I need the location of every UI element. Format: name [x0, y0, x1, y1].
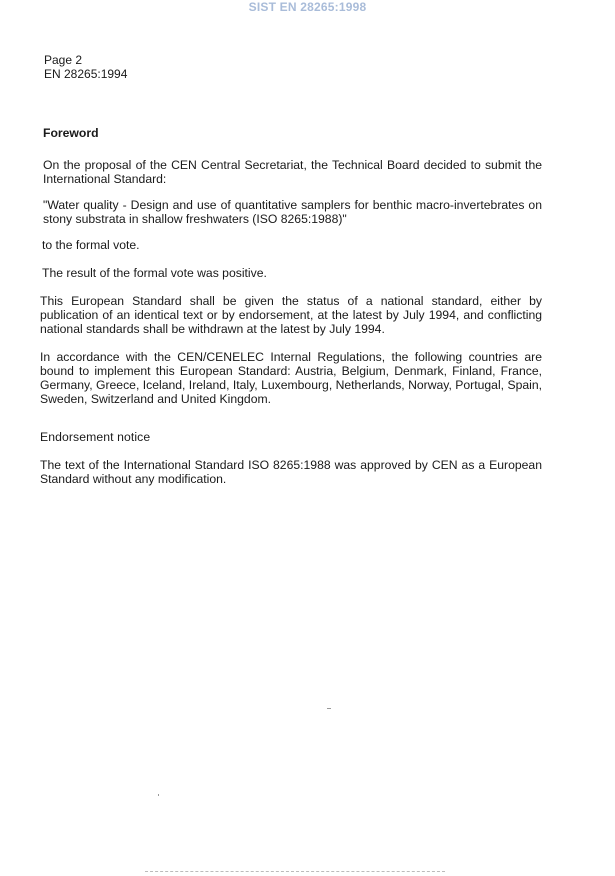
scan-speck: [327, 708, 331, 709]
endorsement-heading-text: Endorsement notice: [40, 430, 151, 444]
foreword-paragraph-proposal: On the proposal of the CEN Central Secretariat, the Technical Board decided to submit the International Standard:: [43, 158, 542, 186]
standard-number: EN 28265:1994: [44, 67, 128, 81]
document-watermark: SIST EN 28265:1998: [248, 0, 367, 14]
endorsement-paragraph: The text of the International Standard ISO 8265:1988 was approved by CEN as a European Standard without any modification.: [40, 458, 542, 486]
scan-speck: [158, 794, 159, 796]
endorsement-heading: [40, 430, 542, 444]
foreword-paragraph-formal-vote: to the formal vote.: [42, 238, 140, 252]
scan-bottom-edge: [145, 871, 445, 873]
document-body: [40, 126, 542, 486]
page-number: Page 2: [44, 53, 83, 67]
foreword-paragraph-standard-title: "Water quality - Design and use of quantitative samplers for benthic macro-invertebrates on stony substrata in shallow freshwaters (ISO 8265:1988)": [43, 198, 542, 226]
foreword-paragraph-status: This European Standard shall be given the status of a national standard, either by publication of an identical text or by endorsement, at the latest by July 1994, and conflicting national standards shall be withdrawn at the latest by July 1994.: [40, 294, 542, 336]
foreword-paragraph-countries: In accordance with the CEN/CENELEC Internal Regulations, the following countries are bound to implement this European Standard: Austria, Belgium, Denmark, Finland, France, Germany, Greece, Iceland, Ireland, Italy, Luxembourg, Netherlands, Norway, Portugal, Spain, Sweden, Switzerland and United Kingdom.: [40, 350, 542, 406]
foreword-heading: Foreword: [43, 126, 99, 140]
page-header: [44, 53, 127, 81]
foreword-paragraph-vote-result: The result of the formal vote was positive.: [42, 266, 267, 280]
